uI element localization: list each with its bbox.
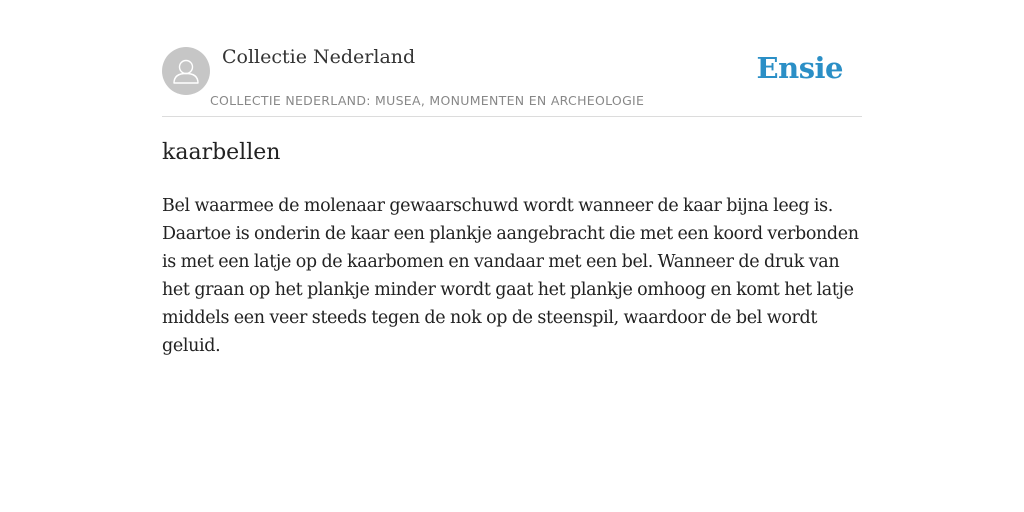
entry-term: kaarbellen: [162, 140, 281, 165]
user-silhouette-icon: [162, 47, 210, 95]
author-name-link[interactable]: Collectie Nederland: [222, 46, 416, 68]
avatar[interactable]: [162, 47, 210, 95]
ensie-logo-link[interactable]: Ensie: [756, 51, 843, 85]
entry-header: [162, 0, 862, 117]
entry-definition: Bel waarmee de molenaar gewaarschuwd wordt wanneer de kaar bijna leeg is. Daartoe is onderin de kaar een plankje aangebracht die met een koord verbonden is met een latje op de kaarbomen en vandaar met een bel. Wanneer de druk van het graan op het plankje minder wordt gaat het plankje omhoog en komt het latje middels een veer steeds tegen de nok op de steenspil, waardoor de bel wordt geluid.: [162, 196, 859, 356]
source-title: COLLECTIE NEDERLAND: MUSEA, MONUMENTEN EN ARCHEOLOGIE: [210, 93, 645, 108]
